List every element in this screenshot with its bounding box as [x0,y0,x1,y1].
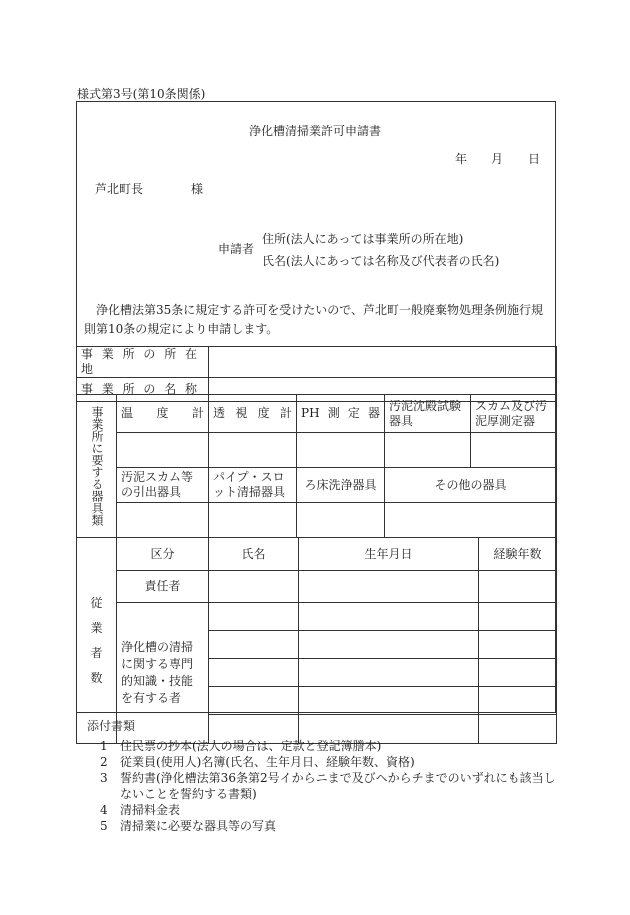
employees-header-birthdate: 生年月日 [299,538,479,571]
office-location-label: 事業所の所在地 [77,347,209,378]
attachment-item: 2 従業員(使用人)名簿(氏名、生年月日、経験年数、資格) [100,755,415,769]
specialist-birthdate-field-3[interactable] [299,659,479,687]
responsible-experience-field[interactable] [479,571,557,603]
equipment-pipe-cleaner-field[interactable] [209,503,297,538]
employees-header-category: 区分 [117,538,209,571]
office-name-label: 事業所の名称 [77,378,209,402]
equipment-sludge-test-label: 汚泥沈殿試験器具 [385,395,471,433]
equipment-ph-meter-label: PH測定器 [297,395,385,433]
employees-specialist-label: 浄化槽の清掃に関する専門的知識・技能を有する者 [117,603,209,744]
form-number: 様式第3号(第10条関係) [77,87,206,101]
responsible-name-field[interactable] [209,571,299,603]
equipment-scum-extractor-label: 汚泥スカム等の引出器具 [117,468,209,503]
equipment-other-field[interactable] [385,503,557,538]
specialist-experience-field-1[interactable] [479,603,557,631]
attachments-heading: 添付書類 [87,719,136,733]
attachment-item-continuation: ないことを誓約する書類) [120,787,257,801]
applicant-label: 申請者 [218,242,255,256]
employees-header-experience: 経験年数 [479,538,557,571]
equipment-scum-meter-label: スカム及び汚泥厚測定器 [471,395,557,433]
employees-side-label: 従 業 者 数 [77,538,117,744]
specialist-name-field-4[interactable] [209,687,299,715]
specialist-name-field-1[interactable] [209,603,299,631]
applicant-address-field[interactable]: 住所(法人にあっては事業所の所在地) [262,232,464,246]
equipment-pipe-cleaner-label: パイプ・スロット清掃器具 [209,468,297,503]
employees-header-name: 氏名 [209,538,299,571]
attachment-item: 5 清掃業に必要な器具等の写真 [100,819,277,833]
attachment-item: 3 誓約書(浄化槽法第36条第2号イからニまで及びヘからチまでのいずれにも該当し [100,771,556,785]
application-statement: 浄化槽法第35条に規定する許可を受けたいので、芦北町一般廃棄物処理条例施行規則第10条の規定により申請します。 [84,303,544,336]
date-year-label: 年 [455,152,468,166]
date-month-label: 月 [491,152,504,166]
attachment-item: 4 清掃料金表 [100,803,181,817]
specialist-experience-field-5[interactable] [479,715,557,744]
specialist-birthdate-field-1[interactable] [299,603,479,631]
equipment-thermometer-field[interactable] [117,433,209,468]
equipment-filter-washer-field[interactable] [297,503,385,538]
specialist-birthdate-field-2[interactable] [299,631,479,659]
attachment-item: 1 住民票の抄本(法人の場合は、定款と登記簿謄本) [100,739,382,753]
specialist-experience-field-4[interactable] [479,687,557,715]
specialist-name-field-2[interactable] [209,631,299,659]
specialist-name-field-3[interactable] [209,659,299,687]
specialist-experience-field-3[interactable] [479,659,557,687]
specialist-experience-field-2[interactable] [479,631,557,659]
employees-responsible-label: 責任者 [117,571,209,603]
equipment-scum-meter-field[interactable] [471,433,557,468]
equipment-transparency-meter-field[interactable] [209,433,297,468]
equipment-thermometer-label: 温 度 計 [117,395,209,433]
specialist-birthdate-field-4[interactable] [299,687,479,715]
equipment-scum-extractor-field[interactable] [117,503,209,538]
addressee-honorific: 様 [191,182,204,196]
responsible-birthdate-field[interactable] [299,571,479,603]
form-title: 浄化槽清掃業許可申請書 [248,124,381,138]
applicant-name-field[interactable]: 氏名(法人にあっては名称及び代表者の氏名) [262,254,500,268]
equipment-transparency-meter-label: 透 視 度 計 [209,395,297,433]
employees-table [76,537,557,744]
equipment-sludge-test-field[interactable] [385,433,471,468]
date-day-label: 日 [528,152,541,166]
equipment-ph-meter-field[interactable] [297,433,385,468]
equipment-table [76,394,557,538]
equipment-filter-washer-label: ろ床洗浄器具 [297,468,385,503]
addressee-name: 芦北町長 [95,182,144,196]
equipment-other-label: その他の器具 [385,468,557,503]
equipment-side-label: 事業所に要する器具類 [77,395,117,538]
office-location-field[interactable] [209,347,557,378]
